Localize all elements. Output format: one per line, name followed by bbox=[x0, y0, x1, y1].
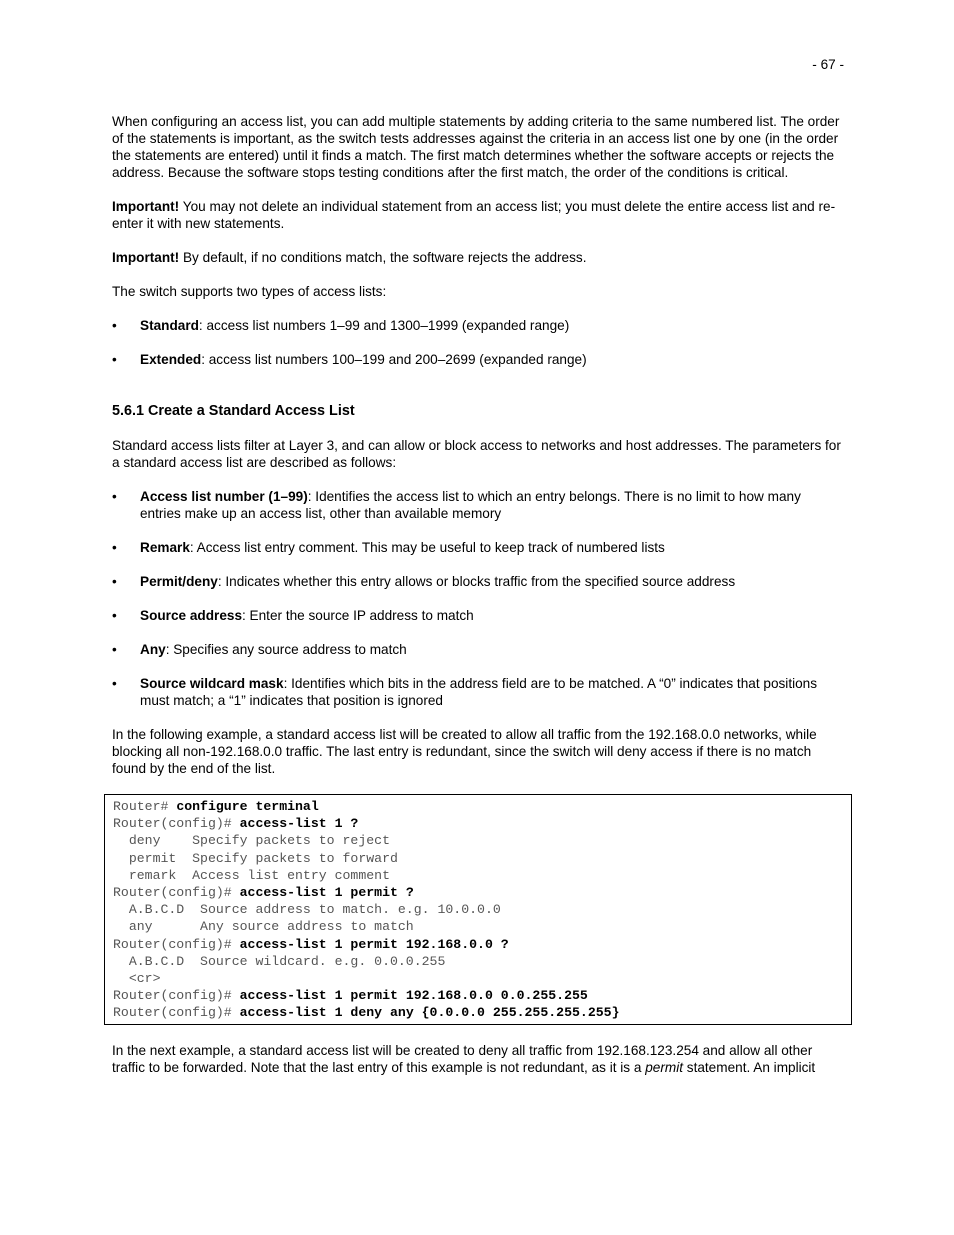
code-line bbox=[113, 901, 843, 918]
code-prompt: Router(config)# bbox=[113, 885, 240, 901]
code-prompt: Router# bbox=[113, 799, 177, 814]
list-term: Extended bbox=[140, 352, 202, 367]
list-term: Access list number (1–99) bbox=[140, 489, 308, 504]
params-list bbox=[112, 488, 842, 709]
list-item bbox=[112, 488, 842, 522]
code-line bbox=[113, 970, 843, 987]
list-text: : Indicates whether this entry allows or blocks traffic from the specified source address bbox=[217, 574, 736, 589]
important-note-2 bbox=[112, 249, 842, 266]
bullet-icon: • bbox=[112, 318, 117, 333]
bullet-icon: • bbox=[112, 676, 117, 691]
important-label: Important! bbox=[112, 199, 180, 214]
code-command: access-list 1 permit 192.168.0.0 ? bbox=[239, 936, 509, 952]
bullet-icon: • bbox=[112, 574, 117, 589]
next-example-text: In the next example, a standard access list will be created to deny all traffic from 192.168.123.254 and allow all other traffic to be forwarded. Note that the last entry of this example is not redundant, as it is a bbox=[112, 1042, 813, 1075]
list-item bbox=[112, 351, 842, 368]
list-text: : Access list entry comment. This may be useful to keep track of numbered lists bbox=[189, 540, 665, 555]
next-example-text-end: statement. An implicit bbox=[683, 1059, 816, 1075]
types-intro: The switch supports two types of access lists: bbox=[112, 284, 387, 299]
code-output: permit Specify packets to forward bbox=[113, 850, 398, 866]
code-line bbox=[113, 1004, 843, 1021]
important-text: By default, if no conditions match, the software rejects the address. bbox=[179, 250, 587, 265]
bullet-icon: • bbox=[112, 608, 117, 623]
list-text: : Enter the source IP address to match bbox=[242, 608, 474, 623]
code-prompt: Router(config)# bbox=[113, 936, 240, 952]
list-text: : Identifies which bits in the address field are to be matched. A “0” indicates that positions must match; a “1” indicates that position is ignored bbox=[140, 676, 818, 708]
code-prompt: Router(config)# bbox=[113, 816, 240, 832]
list-term: Any bbox=[140, 642, 166, 657]
code-line bbox=[113, 798, 843, 815]
bullet-icon: • bbox=[112, 642, 117, 657]
list-item bbox=[112, 317, 842, 334]
code-output: any Any source address to match bbox=[113, 919, 414, 935]
important-label: Important! bbox=[112, 250, 180, 265]
code-output: deny Specify packets to reject bbox=[113, 833, 390, 849]
list-item bbox=[112, 539, 842, 556]
important-note-1 bbox=[112, 198, 842, 232]
bullet-icon: • bbox=[112, 489, 117, 504]
code-prompt: Router(config)# bbox=[113, 988, 240, 1004]
code-prompt: Router(config)# bbox=[113, 1005, 240, 1021]
page-number: - 67 - bbox=[812, 57, 844, 72]
next-example-paragraph bbox=[112, 1042, 842, 1076]
bullet-icon: • bbox=[112, 352, 117, 367]
code-output: <cr> bbox=[113, 971, 161, 987]
list-item bbox=[112, 573, 842, 590]
list-item bbox=[112, 675, 842, 709]
bullet-icon: • bbox=[112, 540, 117, 555]
code-line bbox=[113, 867, 843, 884]
list-text: : access list numbers 100–199 and 200–2699 (expanded range) bbox=[201, 352, 587, 367]
list-term: Standard bbox=[140, 318, 199, 333]
list-term: Remark bbox=[140, 540, 190, 555]
code-line bbox=[113, 936, 843, 953]
code-line bbox=[113, 953, 843, 970]
list-text: : Identifies the access list to which an entry belongs. There is no limit to how many entries make up an access list, other than available memory bbox=[140, 489, 801, 521]
code-line bbox=[113, 918, 843, 935]
code-line bbox=[113, 850, 843, 867]
intro-paragraph: When configuring an access list, you can add multiple statements by adding criteria to the same numbered list. The order of the statements is important, as the switch tests addresses against the criteria in an access list one by one (in the order the statements are entered) until it finds a match. The first match determines whether the software accepts or rejects the address. Because the software stops testing conditions after the first match, the order of the conditions is critical. bbox=[112, 114, 840, 180]
code-command: access-list 1 permit ? bbox=[239, 885, 414, 901]
list-text: : Specifies any source address to match bbox=[165, 642, 407, 657]
list-term: Source wildcard mask bbox=[140, 676, 284, 691]
code-command: access-list 1 ? bbox=[239, 816, 359, 832]
code-command: access-list 1 deny any {0.0.0.0 255.255.255.255} bbox=[239, 1005, 620, 1021]
code-line bbox=[113, 987, 843, 1004]
document-body bbox=[112, 113, 842, 1093]
section-heading: 5.6.1 Create a Standard Access List bbox=[112, 403, 355, 419]
code-command: access-list 1 permit 192.168.0.0 0.0.255.255 bbox=[239, 988, 588, 1004]
code-line bbox=[113, 815, 843, 832]
code-line bbox=[113, 832, 843, 849]
code-command: configure terminal bbox=[176, 799, 319, 814]
types-list bbox=[112, 317, 842, 368]
code-block bbox=[104, 794, 852, 1025]
example-intro: In the following example, a standard access list will be created to allow all traffic from the 192.168.0.0 networks, while blocking all non-192.168.0.0 traffic. The last entry is redundant, since the switch will deny access if there is no match found by the end of the list. bbox=[112, 727, 817, 776]
section-intro: Standard access lists filter at Layer 3, and can allow or block access to networks and host addresses. The parameters for a standard access list are described as follows: bbox=[112, 438, 841, 470]
code-output: A.B.C.D Source address to match. e.g. 10.0.0.0 bbox=[113, 902, 501, 918]
code-output: A.B.C.D Source wildcard. e.g. 0.0.0.255 bbox=[113, 953, 446, 969]
list-term: Permit/deny bbox=[140, 574, 218, 589]
code-line bbox=[113, 884, 843, 901]
list-term: Source address bbox=[140, 608, 242, 623]
list-item bbox=[112, 607, 842, 624]
code-output: remark Access list entry comment bbox=[113, 867, 390, 883]
list-item bbox=[112, 641, 842, 658]
next-example-emphasis: permit bbox=[645, 1059, 683, 1075]
list-text: : access list numbers 1–99 and 1300–1999 (expanded range) bbox=[198, 318, 570, 333]
important-text: You may not delete an individual statement from an access list; you must delete the entire access list and re-enter it with new statements. bbox=[112, 199, 836, 231]
